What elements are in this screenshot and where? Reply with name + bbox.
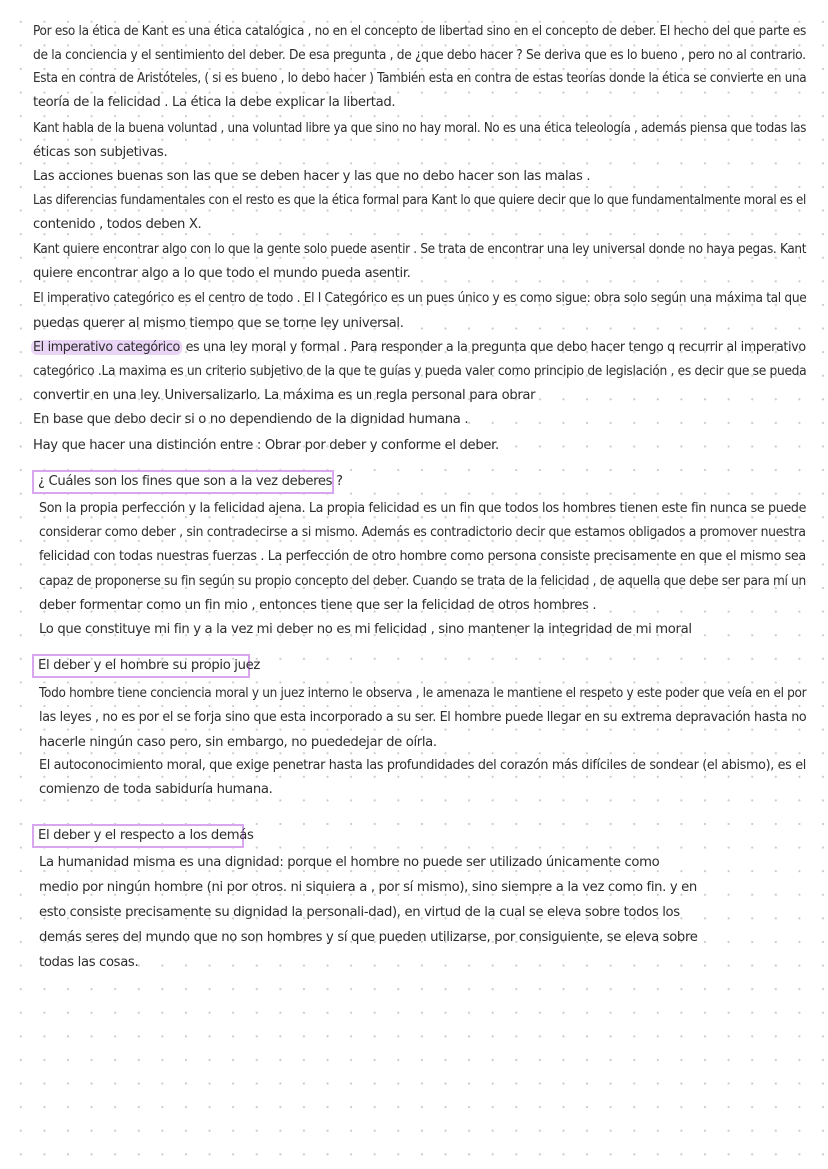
text-line: considerar como deber , sin contradecirse a si mismo. Además es contradictorio decir que estamos obligados a promover nuestra <box>39 525 806 540</box>
text-line: Hay que hacer una distinción entre : Obrar por deber y conforme el deber. <box>33 438 499 453</box>
text-line: contenido , todos deben X. <box>33 217 202 232</box>
text-line: las leyes , no es por el se forja sino que esta incorporado a su ser. El hombre puede llegar en su extrema depravación hasta no <box>39 710 807 725</box>
text-line: demás seres del mundo que no son hombres y sí que pueden utilizarse, por consiguiente, se eleva sobre <box>39 930 698 945</box>
text-line: comienzo de toda sabiduría humana. <box>39 782 273 797</box>
text-line: hacerle ningún caso pero, sin embargo, no puededejar de oírla. <box>39 735 437 750</box>
text-line: capaz de proponerse su fin según su propio concepto del deber. Cuando se trata de la felicidad , de aquella que debe ser para mí un <box>39 574 806 589</box>
section-heading: El deber y el hombre su propio juez <box>38 658 260 673</box>
text-line: quiere encontrar algo a lo que todo el mundo pueda asentir. <box>33 266 411 281</box>
section-heading: El deber y el respecto a los demás <box>38 828 254 843</box>
text-line: Las acciones buenas son las que se deben hacer y las que no debo hacer son las malas . <box>33 169 591 184</box>
text-line-highlighted <box>33 336 806 360</box>
text-line: teoría de la felicidad . La ética la debe explicar la libertad. <box>33 95 396 110</box>
text-line: La humanidad misma es una dignidad: porque el hombre no puede ser utilizado únicamente como <box>39 855 660 870</box>
text-line: puedas querer al mismo tiempo que se torne ley universal. <box>33 316 404 331</box>
text-line: de la conciencia y el sentimiento del deber. De esa pregunta , de ¿que debo hacer ? Se deriva que es lo bueno , pero no al contrario. <box>33 48 806 63</box>
text-line: Las diferencias fundamentales con el resto es que la ética formal para Kant lo que quiere decir que lo que fundamentalmente moral es el <box>33 193 806 208</box>
text-line: Esta en contra de Aristóteles, ( si es bueno , lo debo hacer ) También esta en contra de estas teorías donde la ética se convierte en una <box>33 71 807 86</box>
text-line: todas las cosas. <box>39 955 139 970</box>
text-line: éticas son subjetivas. <box>33 145 168 160</box>
text-line: El autoconocimiento moral, que exige penetrar hasta las profundidades del corazón más difíciles de sondear (el abismo), es el <box>39 758 806 773</box>
text-line: Por eso la ética de Kant es una ética catalógica , no en el concepto de libertad sino en el concepto de deber. El hecho del que parte es <box>33 24 806 39</box>
text-line: esto consiste precisamente su dignidad la personali-dad), en virtud de la cual se eleva sobre todos los <box>39 905 680 920</box>
text-line: Todo hombre tiene conciencia moral y un juez interno le observa , le amenaza le mantiene el respeto y este poder que veía en el por <box>39 686 807 701</box>
text-line: categórico .La maxima es un criterio subjetivo de la que te guías y pueda valer como principio de legislación , es decir que se pueda <box>33 364 807 379</box>
text-line: convertir en una ley. Universalizarlo. La máxima es un regla personal para obrar <box>33 388 536 403</box>
text-line: Kant quiere encontrar algo con lo que la gente solo puede asentir . Se trata de encontrar una ley universal donde no haya pegas. Kant <box>33 242 807 257</box>
text-line: Kant habla de la buena voluntad , una voluntad libre ya que sino no hay moral. No es una ética teleología , además piensa que todas las <box>33 121 807 136</box>
section-heading: ¿ Cuáles son los fines que son a la vez deberes ? <box>38 474 343 489</box>
text-line: deber formentar como un fin mio , entonces tiene que ser la felicidad de otros hombres . <box>39 598 597 613</box>
text-line: Lo que constituye mi fin y a la vez mi deber no es mi felicidad , sino mantener la integridad de mi moral <box>39 622 692 637</box>
text-line: En base que debo decir si o no dependiendo de la dignidad humana . <box>33 412 469 427</box>
text-line: El imperativo categórico es el centro de todo . El I Categórico es un pues único y es como sigue: obra solo según una máxima tal que <box>33 291 807 306</box>
text-line: felicidad con todas nuestras fuerzas . La perfección de otro hombre como persona consiste precisamente en que el mismo sea <box>39 549 806 564</box>
text-line: medio por ningún hombre (ni por otros. ni siquiera a , por sí mismo), sino siempre a la vez como fin. y en <box>39 880 697 895</box>
text-segment: es una ley moral y formal . Para responder a la pregunta que debo hacer tengo q recurrir al imperativo <box>181 340 806 355</box>
text-line: Son la propia perfección y la felicidad ajena. La propia felicidad es un fin que todos los hombres tienen este fin nunca se puede <box>39 501 807 516</box>
highlighted-phrase: El imperativo categórico <box>33 340 180 355</box>
